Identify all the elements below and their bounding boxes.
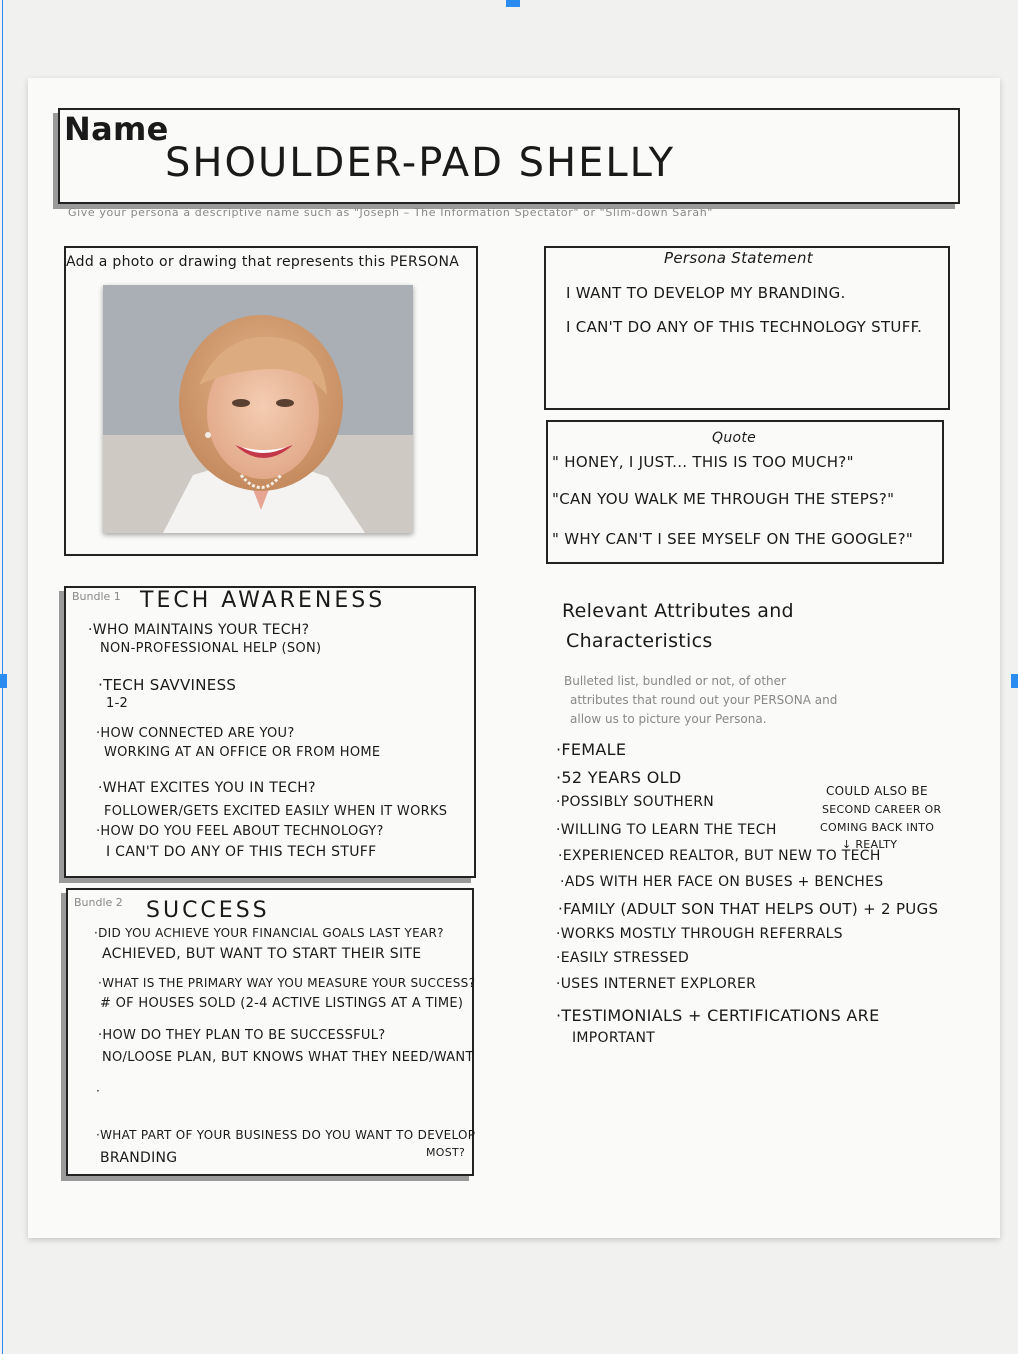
persona-statement-line-1: I WANT TO DEVELOP MY BRANDING. <box>566 284 846 302</box>
persona-statement-title: Persona Statement <box>664 249 813 267</box>
bundle-2-q1: ·DID YOU ACHIEVE YOUR FINANCIAL GOALS LAST YEAR? <box>94 926 444 940</box>
bundle-1-tag: Bundle 1 <box>72 590 121 603</box>
persona-portrait-image <box>103 285 413 533</box>
bundle-1-a5: I CAN'T DO ANY OF THIS TECH STUFF <box>106 844 377 860</box>
attribute-item-5: ·EXPERIENCED REALTOR, BUT NEW TO TECH <box>558 848 881 864</box>
photo-prompt: Add a photo or drawing that represents this PERSONA <box>66 254 460 270</box>
resize-handle-top[interactable] <box>506 0 520 7</box>
resize-handle-left[interactable] <box>0 674 7 688</box>
quote-line-2: "CAN YOU WALK ME THROUGH THE STEPS?" <box>552 490 895 508</box>
attribute-item-1: ·FEMALE <box>556 740 627 759</box>
bundle-1-a4: FOLLOWER/GETS EXCITED EASILY WHEN IT WORKS <box>104 804 448 819</box>
attribute-item-8: ·WORKS MOSTLY THROUGH REFERRALS <box>556 926 843 942</box>
bundle-1-a1: NON-PROFESSIONAL HELP (SON) <box>100 641 322 656</box>
attribute-item-10: ·USES INTERNET EXPLORER <box>556 976 757 992</box>
bundle-2-title: SUCCESS <box>146 898 270 923</box>
bundle-2-q3: ·HOW DO THEY PLAN TO BE SUCCESSFUL? <box>98 1028 386 1043</box>
attributes-title-line-2: Characteristics <box>566 630 713 652</box>
persona-photo <box>103 285 413 533</box>
attributes-title-line-1: Relevant Attributes and <box>562 600 794 622</box>
attribute-side-note-2: SECOND CAREER OR <box>822 803 942 816</box>
bundle-1-a3: WORKING AT AN OFFICE OR FROM HOME <box>104 745 381 760</box>
bundle-1-q3: ·HOW CONNECTED ARE YOU? <box>96 726 295 741</box>
bundle-2-q5: ·WHAT PART OF YOUR BUSINESS DO YOU WANT TO DEVELOP <box>96 1128 476 1142</box>
quote-line-3: " WHY CAN'T I SEE MYSELF ON THE GOOGLE?" <box>552 530 914 548</box>
attribute-side-note-3: COMING BACK INTO <box>820 821 935 834</box>
attributes-hint-line-3: allow us to picture your Persona. <box>570 712 767 726</box>
bundle-1-title: TECH AWARENESS <box>140 588 386 613</box>
quote-line-1: " HONEY, I JUST... THIS IS TOO MUCH?" <box>552 453 854 471</box>
bundle-2-q4: · <box>96 1084 101 1098</box>
attribute-item-6: ·ADS WITH HER FACE ON BUSES + BENCHES <box>560 874 884 890</box>
bundle-2-a3: NO/LOOSE PLAN, BUT KNOWS WHAT THEY NEED/WANT <box>102 1050 474 1065</box>
attributes-hint-line-1: Bulleted list, bundled or not, of other <box>564 674 786 688</box>
bundle-1-a2: 1-2 <box>106 696 129 711</box>
bundle-1-q1: ·WHO MAINTAINS YOUR TECH? <box>88 622 310 638</box>
attribute-side-note-4: ↓ REALTY <box>842 838 898 851</box>
attribute-side-note-1: COULD ALSO BE <box>826 784 928 798</box>
bundle-2-q2: ·WHAT IS THE PRIMARY WAY YOU MEASURE YOUR SUCCESS? <box>98 976 476 990</box>
attribute-item-3: ·POSSIBLY SOUTHERN <box>556 794 715 810</box>
bundle-2-a5: BRANDING <box>100 1150 178 1166</box>
attribute-item-2: ·52 YEARS OLD <box>556 768 682 787</box>
persona-statement-line-2: I CAN'T DO ANY OF THIS TECHNOLOGY STUFF. <box>566 318 923 336</box>
bundle-1-q4: ·WHAT EXCITES YOU IN TECH? <box>98 780 316 796</box>
bundle-2-q5-extra: MOST? <box>426 1146 466 1159</box>
name-hint: Give your persona a descriptive name such as "Joseph – The Information Spectator" or "Slim-down Sarah" <box>68 206 713 219</box>
bundle-2-a1: ACHIEVED, BUT WANT TO START THEIR SITE <box>102 946 422 962</box>
attribute-item-12: IMPORTANT <box>572 1030 656 1046</box>
bundle-1-q5: ·HOW DO YOU FEEL ABOUT TECHNOLOGY? <box>96 824 384 839</box>
attribute-item-7: ·FAMILY (ADULT SON THAT HELPS OUT) + 2 PUGS <box>558 900 939 918</box>
bundle-2-tag: Bundle 2 <box>74 896 123 909</box>
attributes-hint-line-2: attributes that round out your PERSONA and <box>570 693 838 707</box>
attribute-item-4: ·WILLING TO LEARN THE TECH <box>556 822 777 838</box>
attribute-item-11: ·TESTIMONIALS + CERTIFICATIONS ARE <box>556 1006 880 1025</box>
persona-name: SHOULDER-PAD SHELLY <box>165 140 676 186</box>
quote-title: Quote <box>712 430 757 446</box>
name-label: Name <box>64 110 169 148</box>
resize-handle-right[interactable] <box>1011 674 1018 688</box>
bundle-1-q2: ·TECH SAVVINESS <box>98 676 237 694</box>
bundle-2-a2: # OF HOUSES SOLD (2-4 ACTIVE LISTINGS AT A TIME) <box>100 996 464 1011</box>
attribute-item-9: ·EASILY STRESSED <box>556 950 690 966</box>
